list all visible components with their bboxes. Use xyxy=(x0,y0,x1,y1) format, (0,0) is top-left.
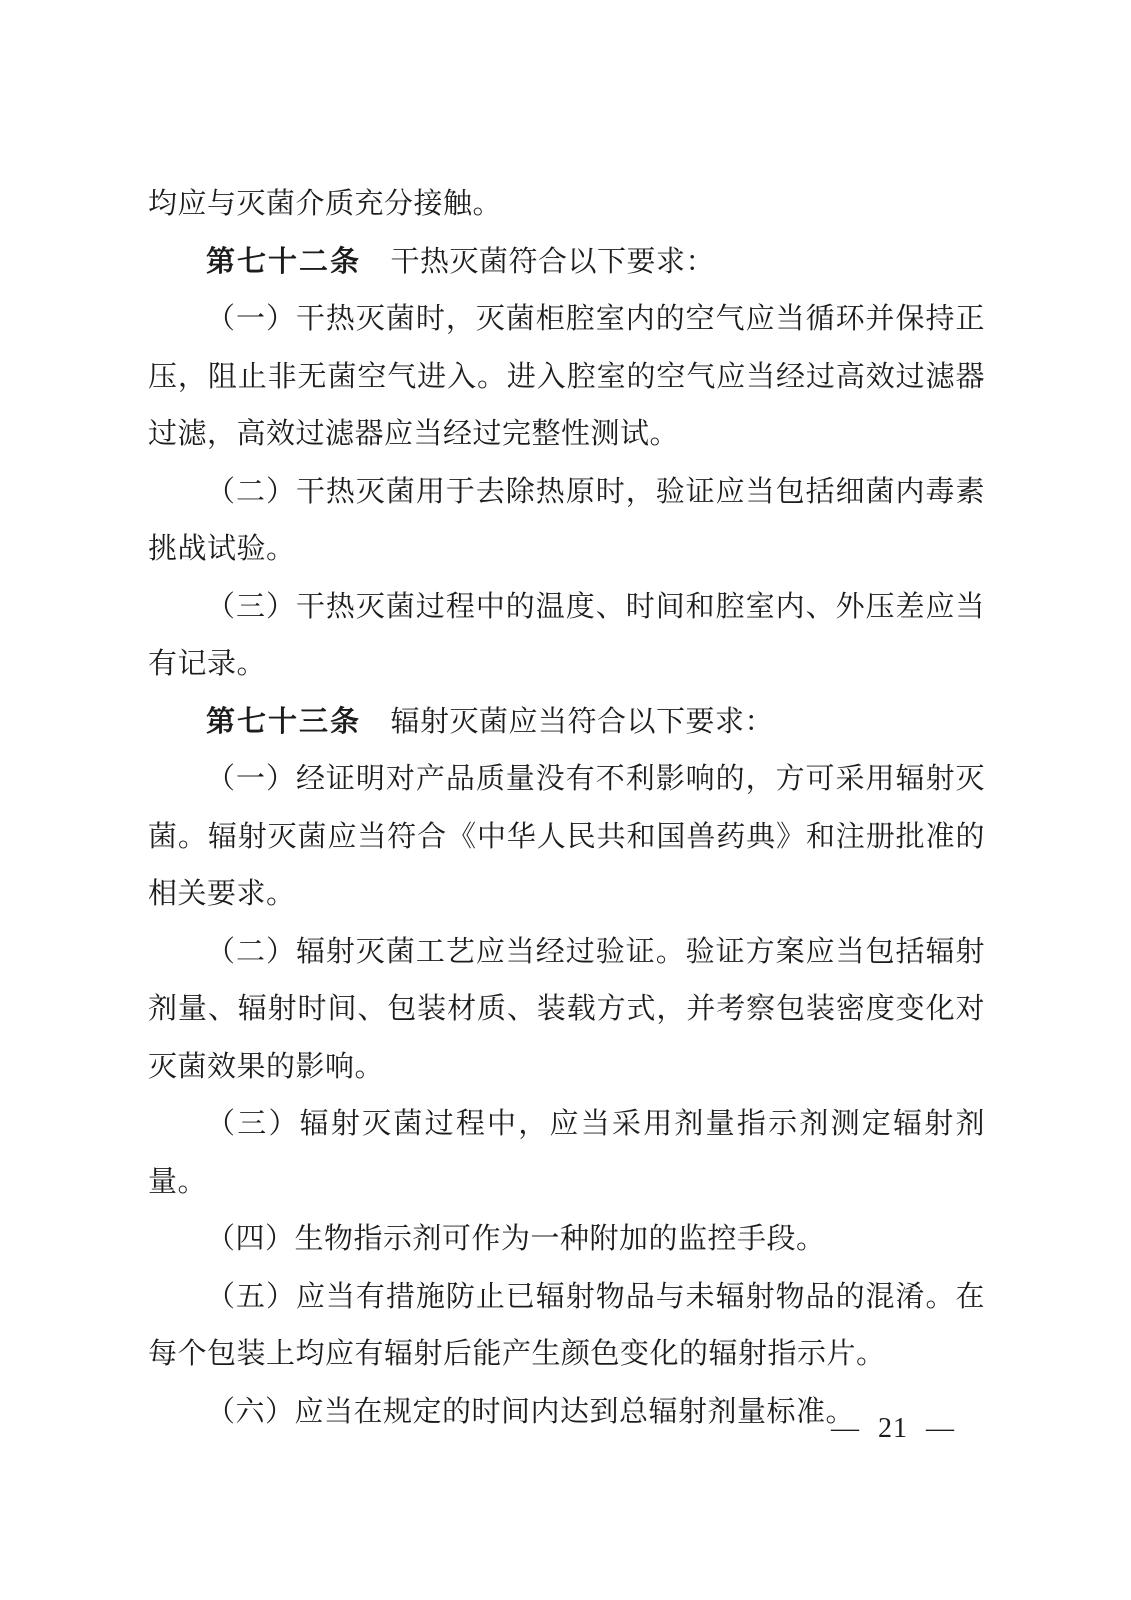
clause-72-item-3: （三）干热灭菌过程中的温度、时间和腔室内、外压差应当有记录。 xyxy=(148,590,985,680)
article-73-heading xyxy=(148,694,985,752)
article-73-number: 第七十三条 xyxy=(206,705,362,738)
clause-73-item-2: （二）辐射灭菌工艺应当经过验证。验证方案应当包括辐射剂量、辐射时间、包装材质、装载方式，并考察包装密度变化对灭菌效果的影响。 xyxy=(148,935,985,1083)
article-72-heading xyxy=(148,234,985,292)
paragraph-continuation: 均应与灭菌介质充分接触。 xyxy=(148,188,503,220)
clause-73-item-5: （五）应当有措施防止已辐射物品与未辐射物品的混淆。在每个包装上均应有辐射后能产生颜色变化的辐射指示片。 xyxy=(148,1280,985,1370)
clause-73-item-4: （四）生物指示剂可作为一种附加的监控手段。 xyxy=(206,1223,826,1255)
document-body xyxy=(148,176,985,1441)
clause-73-item-6: （六）应当在规定的时间内达到总辐射剂量标准。 xyxy=(206,1395,856,1428)
article-72-number: 第七十二条 xyxy=(206,245,362,278)
article-73-title-text: 辐射灭菌应当符合以下要求： xyxy=(361,705,775,738)
clause-72-item-1: （一）干热灭菌时，灭菌柜腔室内的空气应当循环并保持正压，阻止非无菌空气进入。进入腔室的空气应当经过高效过滤器过滤，高效过滤器应当经过完整性测试。 xyxy=(148,303,985,450)
page-number: — 21 — xyxy=(831,1413,955,1444)
clause-73-item-3: （三）辐射灭菌过程中，应当采用剂量指示剂测定辐射剂量。 xyxy=(148,1108,985,1198)
clause-73-item-1: （一）经证明对产品质量没有不利影响的，方可采用辐射灭菌。辐射灭菌应当符合《中华人民共和国兽药典》和注册批准的相关要求。 xyxy=(148,763,985,910)
article-72-title-text: 干热灭菌符合以下要求： xyxy=(361,245,716,278)
clause-72-item-2: （二）干热灭菌用于去除热原时，验证应当包括细菌内毒素挑战试验。 xyxy=(148,475,985,565)
